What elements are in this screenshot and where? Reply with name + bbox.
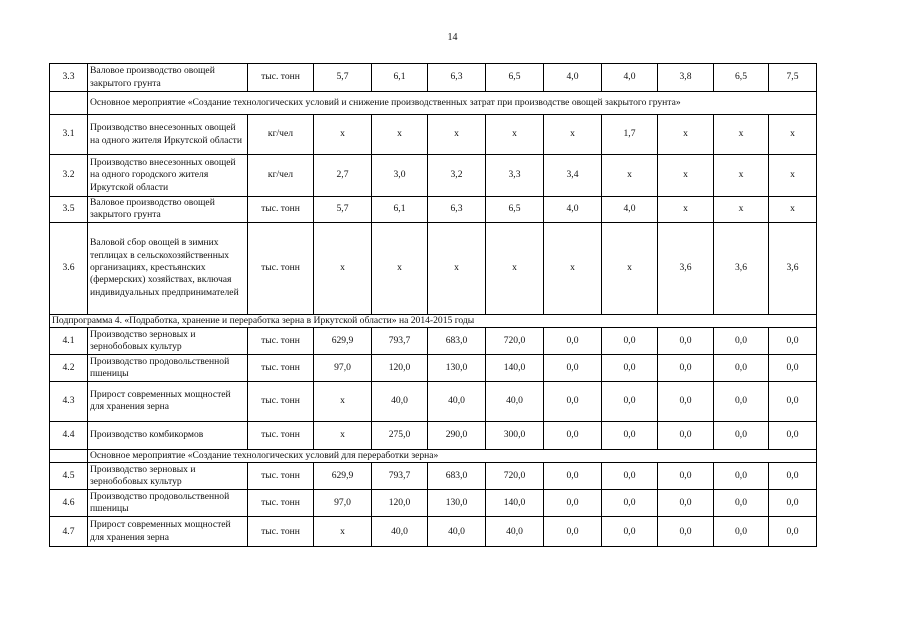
indicator-name: Производство внесезонных овощей на одного жителя Иркутской области	[88, 115, 248, 155]
value-cell: 6,1	[372, 197, 428, 223]
unit-cell: тыс. тонн	[248, 421, 314, 449]
value-cell: 40,0	[486, 381, 544, 421]
row-number: 3.3	[50, 64, 88, 92]
measure-title: Основное мероприятие «Создание технологических условий и снижение производственных затрат при производстве овощей закрытого грунта»	[88, 92, 817, 115]
value-cell: x	[372, 115, 428, 155]
indicator-name: Производство комбикормов	[88, 421, 248, 449]
value-cell: 0,0	[714, 490, 769, 517]
table-row	[50, 490, 817, 517]
indicator-name: Производство зерновых и зернобобовых культур	[88, 327, 248, 354]
value-cell: x	[602, 222, 658, 314]
value-cell: 0,0	[544, 463, 602, 490]
row-number: 3.5	[50, 197, 88, 223]
row-number: 4.4	[50, 421, 88, 449]
value-cell: 4,0	[602, 64, 658, 92]
value-cell: 6,1	[372, 64, 428, 92]
value-cell: 290,0	[428, 421, 486, 449]
row-number: 4.6	[50, 490, 88, 517]
value-cell: x	[714, 155, 769, 197]
value-cell: x	[428, 222, 486, 314]
value-cell: 140,0	[486, 354, 544, 381]
value-cell: 0,0	[769, 381, 817, 421]
row-number: 4.7	[50, 517, 88, 547]
value-cell: x	[544, 222, 602, 314]
subprogram-row	[50, 314, 817, 327]
value-cell: 0,0	[714, 327, 769, 354]
value-cell: 683,0	[428, 327, 486, 354]
value-cell: 0,0	[658, 354, 714, 381]
value-cell: 3,3	[486, 155, 544, 197]
row-number	[50, 92, 88, 115]
value-cell: x	[658, 197, 714, 223]
value-cell: 40,0	[428, 381, 486, 421]
value-cell: 5,7	[314, 197, 372, 223]
unit-cell: тыс. тонн	[248, 354, 314, 381]
measure-row	[50, 449, 817, 462]
value-cell: x	[314, 222, 372, 314]
indicator-name: Прирост современных мощностей для хранения зерна	[88, 381, 248, 421]
value-cell: 793,7	[372, 327, 428, 354]
table-row	[50, 463, 817, 490]
value-cell: x	[314, 421, 372, 449]
table-row	[50, 197, 817, 223]
value-cell: 97,0	[314, 490, 372, 517]
value-cell: 5,7	[314, 64, 372, 92]
value-cell: 4,0	[544, 64, 602, 92]
value-cell: 0,0	[658, 381, 714, 421]
measure-row	[50, 92, 817, 115]
value-cell: 300,0	[486, 421, 544, 449]
value-cell: 720,0	[486, 463, 544, 490]
value-cell: 6,5	[714, 64, 769, 92]
value-cell: 0,0	[602, 421, 658, 449]
value-cell: 629,9	[314, 327, 372, 354]
value-cell: x	[486, 222, 544, 314]
indicator-name: Производство продовольственной пшеницы	[88, 490, 248, 517]
row-number: 4.3	[50, 381, 88, 421]
value-cell: 0,0	[714, 421, 769, 449]
table-row	[50, 115, 817, 155]
value-cell: 0,0	[658, 517, 714, 547]
row-number: 4.2	[50, 354, 88, 381]
indicator-name: Прирост современных мощностей для хранения зерна	[88, 517, 248, 547]
value-cell: x	[769, 115, 817, 155]
value-cell: 1,7	[602, 115, 658, 155]
value-cell: x	[428, 115, 486, 155]
value-cell: 0,0	[769, 490, 817, 517]
table-row	[50, 327, 817, 354]
value-cell: 130,0	[428, 354, 486, 381]
row-number	[50, 449, 88, 462]
indicator-name: Валовое производство овощей закрытого грунта	[88, 197, 248, 223]
measure-title: Основное мероприятие «Создание технологических условий для переработки зерна»	[88, 449, 817, 462]
unit-cell: кг/чел	[248, 115, 314, 155]
unit-cell: тыс. тонн	[248, 327, 314, 354]
value-cell: 0,0	[769, 327, 817, 354]
value-cell: 0,0	[544, 490, 602, 517]
value-cell: 0,0	[602, 517, 658, 547]
value-cell: 0,0	[769, 517, 817, 547]
indicator-name: Производство зерновых и зернобобовых культур	[88, 463, 248, 490]
value-cell: 40,0	[428, 517, 486, 547]
value-cell: 6,5	[486, 197, 544, 223]
value-cell: x	[544, 115, 602, 155]
value-cell: 0,0	[544, 327, 602, 354]
row-number: 3.1	[50, 115, 88, 155]
unit-cell: тыс. тонн	[248, 490, 314, 517]
value-cell: 3,8	[658, 64, 714, 92]
value-cell: 0,0	[714, 463, 769, 490]
value-cell: x	[658, 115, 714, 155]
value-cell: x	[314, 517, 372, 547]
value-cell: 97,0	[314, 354, 372, 381]
value-cell: 793,7	[372, 463, 428, 490]
value-cell: 120,0	[372, 490, 428, 517]
value-cell: 275,0	[372, 421, 428, 449]
value-cell: 0,0	[714, 381, 769, 421]
unit-cell: кг/чел	[248, 155, 314, 197]
table-row	[50, 354, 817, 381]
page-number: 14	[447, 32, 458, 43]
value-cell: 3,2	[428, 155, 486, 197]
value-cell: 629,9	[314, 463, 372, 490]
value-cell: 0,0	[658, 327, 714, 354]
value-cell: 0,0	[658, 490, 714, 517]
indicator-name: Производство продовольственной пшеницы	[88, 354, 248, 381]
indicator-name: Валовое производство овощей закрытого грунта	[88, 64, 248, 92]
value-cell: 0,0	[714, 354, 769, 381]
value-cell: 0,0	[602, 490, 658, 517]
unit-cell: тыс. тонн	[248, 64, 314, 92]
value-cell: 0,0	[544, 381, 602, 421]
value-cell: x	[372, 222, 428, 314]
unit-cell: тыс. тонн	[248, 197, 314, 223]
value-cell: 0,0	[544, 354, 602, 381]
value-cell: 3,0	[372, 155, 428, 197]
unit-cell: тыс. тонн	[248, 517, 314, 547]
table-row	[50, 421, 817, 449]
value-cell: 683,0	[428, 463, 486, 490]
value-cell: 4,0	[544, 197, 602, 223]
value-cell: 0,0	[602, 463, 658, 490]
row-number: 3.6	[50, 222, 88, 314]
row-number: 4.1	[50, 327, 88, 354]
value-cell: 3,4	[544, 155, 602, 197]
row-number: 4.5	[50, 463, 88, 490]
value-cell: 40,0	[372, 517, 428, 547]
value-cell: 0,0	[544, 517, 602, 547]
value-cell: 7,5	[769, 64, 817, 92]
value-cell: 0,0	[602, 381, 658, 421]
row-number: 3.2	[50, 155, 88, 197]
value-cell: 0,0	[544, 421, 602, 449]
value-cell: x	[769, 197, 817, 223]
table-row	[50, 155, 817, 197]
value-cell: 6,3	[428, 197, 486, 223]
value-cell: 3,6	[658, 222, 714, 314]
table-row	[50, 222, 817, 314]
value-cell: x	[314, 381, 372, 421]
value-cell: 0,0	[658, 463, 714, 490]
value-cell: x	[658, 155, 714, 197]
value-cell: 130,0	[428, 490, 486, 517]
value-cell: 4,0	[602, 197, 658, 223]
indicator-name: Валовой сбор овощей в зимних теплицах в сельскохозяйственных организациях, крестьянских (фермерских) хозяйствах, включая индивидуальных предпринимателей	[88, 222, 248, 314]
value-cell: x	[314, 115, 372, 155]
value-cell: 720,0	[486, 327, 544, 354]
value-cell: 0,0	[714, 517, 769, 547]
value-cell: 0,0	[769, 421, 817, 449]
value-cell: x	[486, 115, 544, 155]
table-row	[50, 517, 817, 547]
value-cell: x	[714, 115, 769, 155]
unit-cell: тыс. тонн	[248, 381, 314, 421]
value-cell: 6,3	[428, 64, 486, 92]
value-cell: 0,0	[769, 463, 817, 490]
value-cell: 3,6	[714, 222, 769, 314]
value-cell: 2,7	[314, 155, 372, 197]
value-cell: x	[769, 155, 817, 197]
value-cell: x	[714, 197, 769, 223]
value-cell: 120,0	[372, 354, 428, 381]
table-row	[50, 64, 817, 92]
indicator-name: Производство внесезонных овощей на одного городского жителя Иркутской области	[88, 155, 248, 197]
value-cell: 3,6	[769, 222, 817, 314]
value-cell: 140,0	[486, 490, 544, 517]
value-cell: 0,0	[658, 421, 714, 449]
indicators-table	[49, 63, 817, 547]
table-row	[50, 381, 817, 421]
unit-cell: тыс. тонн	[248, 222, 314, 314]
value-cell: 0,0	[602, 354, 658, 381]
unit-cell: тыс. тонн	[248, 463, 314, 490]
value-cell: 0,0	[602, 327, 658, 354]
value-cell: 6,5	[486, 64, 544, 92]
value-cell: 0,0	[769, 354, 817, 381]
value-cell: 40,0	[372, 381, 428, 421]
value-cell: x	[602, 155, 658, 197]
table-body	[50, 64, 817, 547]
value-cell: 40,0	[486, 517, 544, 547]
subprogram-title: Подпрограмма 4. «Подработка, хранение и переработка зерна в Иркутской области» на 2014-2015 годы	[50, 314, 817, 327]
